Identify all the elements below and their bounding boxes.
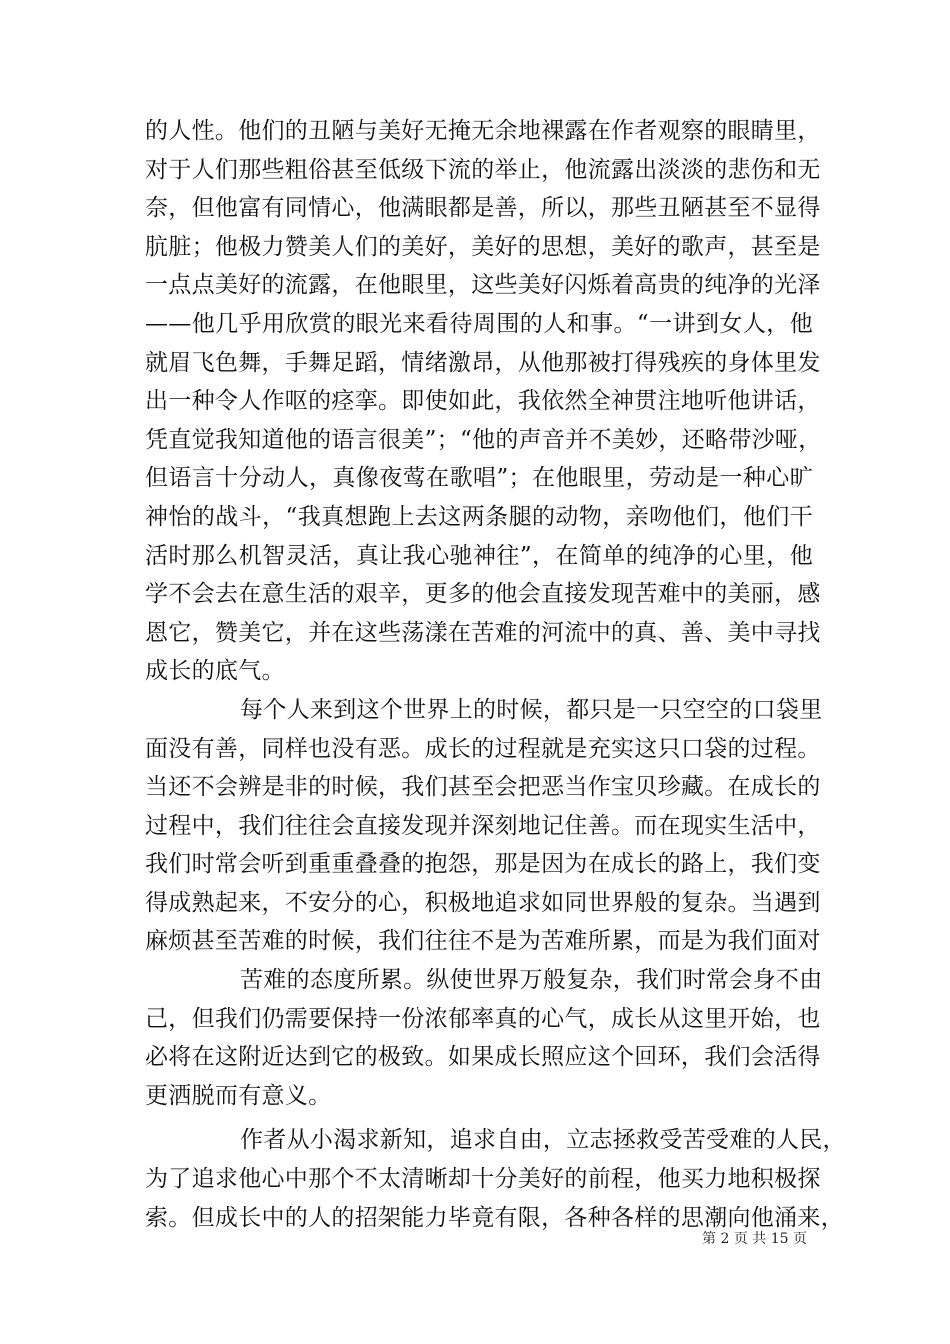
text-line: 当还不会辨是非的时候，我们甚至会把恶当作宝贝珍藏。在成长的 <box>145 774 821 801</box>
body-text <box>145 112 846 1237</box>
text-line: 奈，但他富有同情心，他满眼都是善，所以，那些丑陋甚至不显得 <box>145 195 821 222</box>
text-line: 肮脏；他极力赞美人们的美好，美好的思想，美好的歌声，甚至是 <box>145 233 821 260</box>
text-line: 为了追求他心中那个不太清晰却十分美好的前程，他买力地积极探 <box>145 1166 821 1193</box>
text-line: 成长的底气。 <box>145 658 285 685</box>
paragraph-start-line: 苦难的态度所累。纵使世界万般复杂，我们时常会身不由 <box>240 967 823 994</box>
text-line: 一点点美好的流露，在他眼里，这些美好闪烁着高贵的纯净的光泽 <box>145 272 821 299</box>
text-line: 学不会去在意生活的艰辛，更多的他会直接发现苦难中的美丽，感 <box>145 581 821 608</box>
text-line: 更洒脱而有意义。 <box>145 1082 332 1109</box>
text-line: 己，但我们仍需要保持一份浓郁率真的心气，成长从这里开始，也 <box>145 1005 821 1032</box>
text-line: 麻烦甚至苦难的时候，我们往往不是为苦难所累，而是为我们面对 <box>145 928 821 955</box>
text-line: 但语言十分动人，真像夜莺在歌唱”；在他眼里，劳动是一种心旷 <box>145 465 813 492</box>
page-number: 第 2 页 共 15 页 <box>702 1231 807 1247</box>
text-line: 过程中，我们往往会直接发现并深刻地记住善。而在现实生活中， <box>145 812 821 839</box>
text-line: 对于人们那些粗俗甚至低级下流的举止，他流露出淡淡的悲伤和无 <box>145 156 821 183</box>
text-line: 活时那么机智灵活，真让我心驰神往”，在简单的纯净的心里，他 <box>145 542 813 569</box>
text-line: ——他几乎用欣赏的眼光来看待周围的人和事。“一讲到女人，他 <box>145 310 813 337</box>
text-line: 恩它，赞美它，并在这些荡漾在苦难的河流中的真、善、美中寻找 <box>145 619 821 646</box>
paragraph-start-line: 作者从小渴求新知，追求自由，立志拯救受苦受难的人民， <box>240 1127 846 1154</box>
text-line: 就眉飞色舞，手舞足蹈，情绪激昂，从他那被打得残疾的身体里发 <box>145 349 821 376</box>
text-line: 神怡的战斗，“我真想跑上去这两条腿的动物，亲吻他们，他们干 <box>145 503 813 530</box>
text-line: 出一种令人作呕的痉挛。即使如此，我依然全神贯注地听他讲话， <box>145 388 821 415</box>
paragraph-start-line: 每个人来到这个世界上的时候，都只是一只空空的口袋里 <box>240 696 823 723</box>
text-line: 我们时常会听到重重叠叠的抱怨，那是因为在成长的路上，我们变 <box>145 851 821 878</box>
text-line: 索。但成长中的人的招架能力毕竟有限，各种各样的思潮向他涌来， <box>145 1204 844 1231</box>
text-line: 面没有善，同样也没有恶。成长的过程就是充实这只口袋的过程。 <box>145 735 821 762</box>
text-line: 凭直觉我知道他的语言很美”；“他的声音并不美妙，还略带沙哑， <box>145 426 822 453</box>
text-line: 得成熟起来，不安分的心，积极地追求如同世界般的复杂。当遇到 <box>145 889 821 916</box>
text-line: 的人性。他们的丑陋与美好无掩无余地裸露在作者观察的眼睛里， <box>145 118 821 144</box>
text-line: 必将在这附近达到它的极致。如果成长照应这个回环，我们会活得 <box>145 1044 821 1071</box>
